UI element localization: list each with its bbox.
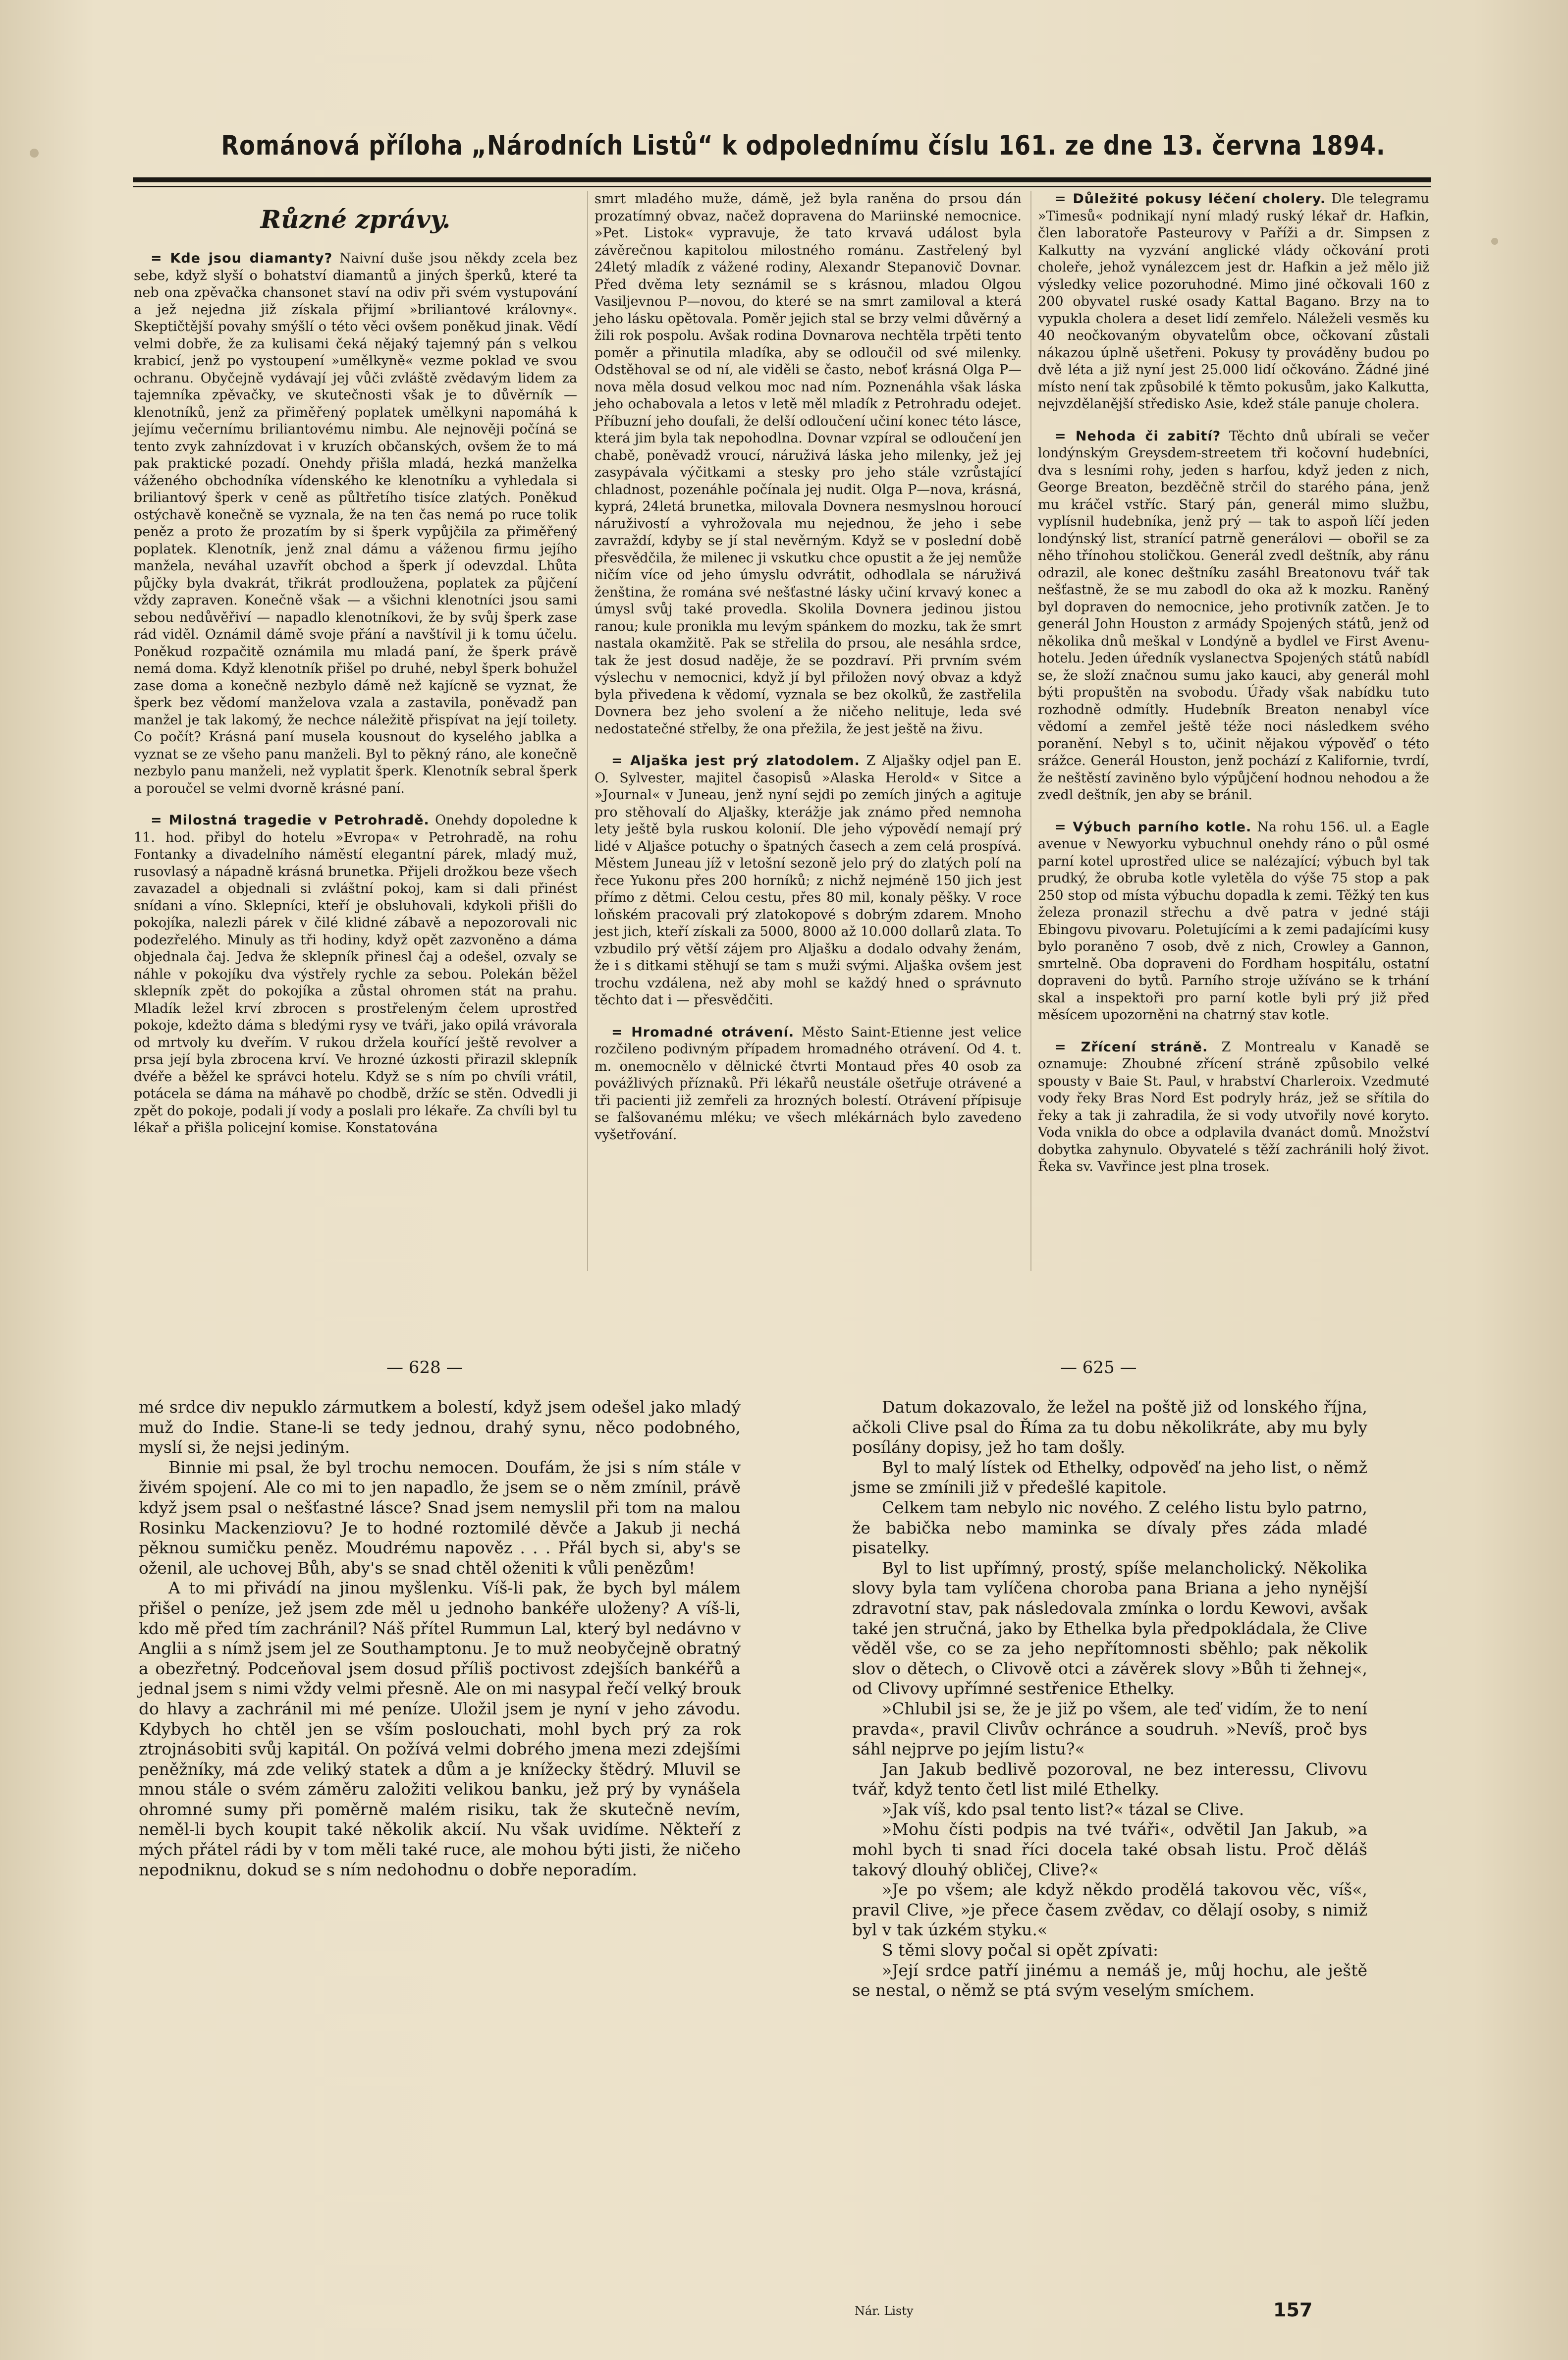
article-heading: = Hromadné otrávení.	[611, 1024, 795, 1040]
article-heading: = Aljaška jest prý zlatodolem.	[611, 753, 860, 768]
column-divider	[1030, 191, 1031, 1271]
story-paragraph: Datum dokazovalo, že ležel na poště již od lonského října, ačkoli Clive psal do Říma za tu dobu několikráte, aby mu byly posílány dopisy, jež ho tam došly.	[852, 1397, 1367, 1457]
paper-hole	[30, 149, 39, 158]
column-3	[1038, 191, 1429, 1176]
story-left-column	[139, 1397, 741, 1880]
article-heading: = Důležité pokusy léčení cholery.	[1055, 191, 1326, 207]
article-heading: = Zřícení stráně.	[1055, 1039, 1208, 1055]
story-paragraph: »Její srdce patří jinému a nemáš je, můj hochu, ale ještě se nestal, o němž se ptá svým veselým smíchem.	[852, 1960, 1367, 2000]
article-text: Město Saint-Etienne jest velice rozčileno podivným případem hromadného otrávení. Od 4. t. m. onemocnělo v dělnické čtvrti Montaud přes 40 osob za povážlivých příznaků. Při lékařů neustále ošetřuje otrávené a tři pacienti již zemřeli za hrozných bolestí. Otrávení přípisuje se falšovanému mléku; ve všech mlékárnách bylo zavedeno vyšetřování.	[595, 1024, 1022, 1143]
masthead-rule-thin	[133, 186, 1431, 187]
article-zriceni-strane	[1038, 1039, 1429, 1176]
article-heading: = Kde jsou diamanty?	[151, 251, 333, 266]
article-text: Z Montrealu v Kanadě se oznamuje: Zhoubné zřícení stráně způsobilo velké spousty v Baie St. Paul, v hrabství Charleroix. Vzedmuté vody řeky Bras Nord Est podryly hráz, jež se sřítila do řeky a tak ji zahradila, že si vody utvořily nové koryto. Voda vnikla do obce a odplavila dvanáct domů. Množství dobytka zahynulo. Obyvatelé s těží zachránili holý život. Řeka sv. Vavřince jest plna trosek.	[1038, 1039, 1430, 1174]
folio-number: 157	[1273, 2299, 1313, 2321]
article-text: Těchto dnů ubírali se večer londýnským Greysdem-streetem tři kočovní hudebníci, dva s lesními rohy, jeden s harfou, když jeden z nich, George Breaton, bezděčně strčil do starého pána, jenž mu kráčel vstříc. Starý pán, generál mimo službu, vyplísnil hudebníka, jenž prý — tak to aspoň líčí jeden londýnský list, stranící patrně generálovi — obořil se za něho třínohou stoličkou. Generál zvedl deštník, aby ránu odrazil, ale konec deštníku zasáhl Breatonovu tvář tak nešťastně, že se mu zabodl do oka až k mozku. Raněný byl dopraven do nemocnice, jeho protivník zatčen. Je to generál John Houston z armády Spojených států, jenž od několika dnů meškal v Londýně a bydlel ve First Avenu-hotelu. Jeden úředník vyslanectva Spojených států nabídl se, že složí značnou sumu jako kauci, aby generál mohl býti propuštěn na svobodu. Úřady však nabídku tuto rozhodně odmítly. Hudebník Breaton nenabyl více vědomí a zemřel ještě téže noci následkem svého poranění. Nebyl s to, učinit nějakou výpověď o této srážce. Generál Houston, jenž pochází z Kalifornie, tvrdí, že neštěstí zaviněno bylo výpůjčení hodnou nehodou a že zvedl deštník, jen aby se bránil.	[1038, 428, 1429, 803]
story-paragraph: »Chlubil jsi se, že je již po všem, ale teď vidím, že to není pravda«, pravil Clivův ochránce a soudruh. »Nevíš, proč bys sáhl nejprve po jejím listu?«	[852, 1699, 1367, 1759]
story-paragraph: Binnie mi psal, že byl trochu nemocen. Doufám, že jsi s ním stále v živém spojení. Ale co mi to jen napadlo, že jsem se o něm zmínil, právě když jsem psal o nešťastné lásce? Snad jsem nemyslil při tom na malou Rosinku Mackenziovu? Je to hodné roztomilé děvče a Jakub ji nechá pěknou sumičku peněz. Moudrému napověz . . . Přál bych si, aby's se oženil, ale uchovej Bůh, aby's se snad chtěl oženiti k vůli penězům!	[139, 1457, 741, 1578]
story-paragraph: Byl to list upřímný, prostý, spíše melancholický. Několika slovy byla tam vylíčena choroba pana Briana a jeho nynější zdravotní stav, pak následovala zmínka o lordu Kewovi, avšak také jen stručná, jako by Ethelka byla předpokládala, že Clive věděl vše, co se za jeho nepřítomnosti sběhlo; pak několik slov o dětech, o Clivově otci a závěrek slovy »Bůh ti žehnej«, od Clivovy upřímné sestřenice Ethelky.	[852, 1558, 1367, 1699]
article-text: smrt mladého muže, dámě, jež byla raněna do prsou dán prozatímný obvaz, načež dopravena do Mariinské nemocnice. »Pet. Listok« vypravuje, že tato krvavá událost byla závěrečnou kapitolou milostného románu. Zastřelený byl 24letý mladík z vážené rodiny, Alexandr Stepanovič Dovnar. Před dvěma lety seznámil se s krásnou, mladou Olgou Vasiljevnou P—novou, do které se na smrt zamiloval a která jeho lásku opětovala. Poměr jejich stal se brzy velmi důvěrný a žili rok pospolu. Avšak rodina Dovnarova nechtěla trpěti tento poměr a přinutila mladíka, aby se odloučil od své milenky. Odstěhoval se od ní, ale viděli se často, neboť krásná Olga P—nova měla dosud velkou moc nad ním. Poznenáhla však láska jeho ochabovala a letos v letě měl mladík z Petrohradu odejet. Příbuzní jeho doufali, že delší odloučení učiní konec této lásce, která jim byla tak nepohodlna. Dovnar vzpíral se odloučení jen chabě, poněvadž vroucí, náruživá láska jeho milenky, jež jej zasypávala výčitkami a stesky pro jeho stále vzrůstající chladnost, pozenáhle počínala jej nudit. Olga P—nova, krásná, kyprá, 24letá brunetka, milovala Dovnera nesmyslnou horoucí náruživostí a vyhrožovala mu nejednou, že jeho i sebe zavraždí, kdyby se jí stal nevěrným. Když se v poslední době přesvědčila, že milenec ji vskutku chce opustit a že jej nemůže ničím více od jeho úmyslu odvrátit, odhodlala se náruživá ženština, že romána své nešťastné lásky učiní krvavý konec a úmysl svůj také provedla. Skolila Dovnera jedinou jistou ranou; kule pronikla mu levým spánkem do mozku, tak že smrt nastala okamžitě. Pak se střelila do prsou, ale nesáhla srdce, tak že jest dosud naděje, že se pozdraví. Při prvním svém výslechu v nemocnici, když jí byl přiložen nový obvaz a když byla přivedena k vědomí, vyznala se bez okolků, že zastřelila Dovnera bez jeho svolení a že ničeho nelituje, leda své nedostatečné střelby, že ona přežila, že jest ještě na živu.	[595, 191, 1022, 737]
story-paragraph: mé srdce div nepuklo zármutkem a bolestí, když jsem odešel jako mladý muž do Indie. Stane-li se tedy jednou, drahý synu, něco podobného, myslí si, že nejsi jediným.	[139, 1397, 741, 1457]
story-paragraph: »Jak víš, kdo psal tento list?« tázal se Clive.	[882, 1799, 1244, 1819]
article-continuation	[595, 191, 1022, 738]
article-vybuch-kotle	[1038, 819, 1429, 1024]
story-right-column	[852, 1397, 1367, 2001]
article-text: Na rohu 156. ul. a Eagle avenue v Newyorku vybuchnul onehdy ráno o půl osmé parní kotel uprostřed ulice se nalézající; výbuch byl tak prudký, že obruba kotle vyletěla do výše 75 stop a pak 250 stop od místa výbuchu dopadla k zemi. Těžký ten kus železa pronazil střechu a dvě patra v jedné stáji Ebingovu pivovaru. Poletujícími a k zemi padajícími kusy bylo poraněno 7 osob, dvě z nich, Crowley a Gannon, smrtelně. Oba dopraveni do Fordham hospitálu, ostatní dopraveni do bytů. Parního stroje užíváno se k trhání skal a inspektoři pro parní kotle byli prý již před měsícem upozorněni na chatrný stav kotle.	[1038, 819, 1429, 1023]
article-text: Z Aljašky odjel pan E. O. Sylvester, majitel časopisů »Alaska Herold« v Sitce a »Journal« v Juneau, jenž nyní sejdi po zemích jiných a agituje pro stěhovalí do Aljašky, kterážje jak známo před nemnoha lety ještě byla ruskou kolonií. Dle jeho výpovědí nemají prý lidé v Aljašce potuchy o špatných časech a zem celá prospívá. Městem Juneau jíž v letošní sezoně jelo prý do zlatých polí na řece Yukonu přes 200 horníků; z nichž nejméně 150 jich jest přímo z dětmi. Celou cestu, přes 80 mil, konaly pěšky. V roce loňském pracovali prý zlatokopové s dobrým zdarem. Mnoho jest jich, kteří získali za 5000, 8000 až 10.000 dollarů zlata. To vzbudilo prý větší zájem pro Aljašku a dodalo odvahy ženám, že i s ditkami stěhují se tam s muži svými. Aljaška ovšem jest trochu vzdálena, než aby mohl se každý hned o správnuto těchto dat i — přesvědčiti.	[595, 753, 1022, 1008]
column-1	[134, 191, 577, 1137]
page-number-right: — 625 —	[1060, 1358, 1137, 1377]
story-paragraph: »Mohu čísti podpis na tvé tváři«, odvětil Jan Jakub, »a mohl bych ti snad říci docela také obsah listu. Proč děláš takový dlouhý obličej, Clive?«	[852, 1819, 1367, 1879]
story-paragraph: Byl to malý lístek od Ethelky, odpověď na jeho list, o němž jsme se zmínili již v předešlé kapitole.	[852, 1457, 1367, 1497]
article-kde-jsou-diamanty	[134, 250, 577, 797]
column-divider	[587, 191, 588, 1271]
printer-signature: Nár. Listy	[855, 2304, 914, 2318]
article-text: Onehdy dopoledne k 11. hod. přibyl do hotelu »Evropa« v Petrohradě, na rohu Fontanky a divadelního náměstí elegantní párek, mladý muž, rusovlasý a nápadně krásná brunetka. Přijeli drožkou beze všech zavazadel a objednali si zvláštní pokoj, kam si dali přinést snídani a víno. Sklepníci, kteří je obsluhovali, kdykoli přišli do pokojíka, nalezli párek v čilé klidné zábavě a nepozorovali nic podezřelého. Minuly as tři hodiny, když opět zazvoněno a dáma objednala čaj. Jedva že sklepník přinesl čaj a odešel, ozvaly se náhle v pokojíku dva výstřely rychle za sebou. Polekán běžel sklepník zpět do pokojíka a zůstal ohromen stát na prahu. Mladík ležel krví zbrocen s prostřeleným čelem uprostřed pokoje, kdežto dáma s bledými rysy ve tváři, jako opilá vrávorala od mrtvoly ku dveřím. V rukou držela kouřící ještě revolver a prsa její byla zbrocena krví. Ve hrozné úzkosti přirazil sklepník dvéře a běžel ke správci hotelu. Když se s ním po chvíli vrátil, potácela se dáma na máhavě po chodbě, držíc se stěn. Odvedli ji zpět do pokoje, podali jí vody a poslali pro lékaře. Za chvíli byl tu lékař a přišla policejní komise. Konstatována	[134, 813, 577, 1136]
article-pokusy-cholery	[1038, 191, 1429, 413]
column-2	[595, 191, 1022, 1144]
story-paragraph: Jan Jakub bedlivě pozoroval, ne bez interessu, Clivovu tvář, když tento četl list milé Ethelky.	[852, 1759, 1367, 1799]
masthead-rule	[133, 177, 1431, 182]
article-milostna-tragedie	[134, 812, 577, 1137]
section-title: Různé zprávy.	[260, 205, 451, 234]
page-number-left: — 628 —	[386, 1358, 463, 1377]
paper-spot	[1491, 238, 1498, 245]
article-nehoda	[1038, 428, 1429, 804]
story-paragraph: S těmi slovy počal si opět zpívati:	[882, 1940, 1159, 1960]
article-hromadne-otraveni	[595, 1024, 1022, 1144]
story-paragraph: »Je po všem; ale když někdo prodělá takovou věc, víš«, pravil Clive, »je přece časem zvědav, co dělají osoby, s nimiž byl v tak úzkém styku.«	[852, 1880, 1367, 1940]
article-text: Dle telegramu »Timesů« podnikají nyní mladý ruský lékař dr. Hafkin, člen laboratoře Pasteurovy v Paříži a dr. Simpsen z Kalkutty na vyzvání anglické vlády očkování proti choleře, jehož vynálezcem jest dr. Hafkin a jež mělo již výsledky velice pozoruhodné. Mimo jiné očkovali 160 z 200 obyvatel ruské osady Kattal Bagano. Brzy na to vypukla cholera a deset lidí zemřelo. Náleželi vesměs ku 40 neočkovaným obyvatelům obce, očkovaní zůstali nákazou úplně ušetřeni. Pokusy ty prováděny budou po dvě léta a již nyní jest 25.000 lidí očkováno. Žádné jiné místo není tak způsobilé k těmto pokusům, jako Kalkutta, nejvzdělanější středisko Asie, kdež stále panuje cholera.	[1038, 191, 1429, 412]
article-heading: = Nehoda či zabití?	[1055, 428, 1221, 444]
story-paragraph: A to mi přivádí na jinou myšlenku. Víš-li pak, že bych byl málem přišel o peníze, jež jsem zde měl u jednoho bankéře uloženy? A víš-li, kdo mě před tím zachránil? Náš přítel Rummun Lal, který byl nedávno v Anglii a s nímž jsem jel ze Southamptonu. Je to muž neobyčejně obratný a obezřetný. Podceňoval jsem dosud příliš poctivost zdejších bankéřů a jednal jsem s nimi vždy velmi přesně. Ale on mi nasypal řečí velký brouk do hlavy a zachránil mi mé peníze. Uložil jsem je nyní v jeho závodu. Kdybych ho chtěl jen se vším poslouchati, mohl bych prý za rok ztrojnásobiti svůj kapitál. On požívá velmi dobrého jmena mezi zdejšími peněžníky, má zde veliký statek a dům a je knížecky štědrý. Mluvil se mnou stále o svém záměru založiti velikou banku, jež prý by vynášela ohromné sumy při poměrně malém risiku, tak že skutečně nevím, neměl-li bych koupit také několik akcií. Nu však uvidíme. Někteří z mých přátel rádi by v tom měli také ruce, ale mohou býti jisti, že ničeho nepodniknu, dokud se s ním nedohodnu o dobře neporadím.	[139, 1578, 741, 1879]
article-heading: = Výbuch parního kotle.	[1055, 819, 1252, 835]
article-heading: = Milostná tragedie v Petrohradě.	[151, 813, 430, 828]
story-paragraph: Celkem tam nebylo nic nového. Z celého listu bylo patrno, že babička nebo maminka se dívaly přes záda mladé pisatelky.	[852, 1497, 1367, 1558]
masthead-title: Románová příloha „Národních Listů“ k odpolednímu číslu 161. ze dne 13. června 1894.	[221, 130, 1386, 161]
article-text: Naivní duše jsou někdy zcela bez sebe, když slyší o bohatství diamantů a jiných šperků, které ta neb ona zpěvačka chansonet staví na odiv při svém vystupování a jež nejedna již získala přijmí »briliantové královny«. Skeptičtější povahy smýšlí o této věci ovšem poněkud jinak. Vědí velmi dobře, že za kulisami čeká nějaký tajemný pán s velkou krabicí, jenž po vystoupení »umělkyně« vezme poklad ve svou ochranu. Obyčejně vydávají jej vůči zvláště zvědavým lidem za tajemníka zpěvačky, ve skutečnosti však je to důvěrník — klenotníků, jenž za přiměřený poplatek umělkyni napomáhá k jejímu večernímu briliantovému nimbu. Ale nejnověji počíná se tento zvyk zahnízdovat i v kruzích občanských, ovšem že to má pak praktické pozadí. Onehdy přišla mladá, hezká manželka váženého obchodníka vídenského ke klenotníku a vyhledala si briliantový šperk v ceně as půltřetího tisíce zlatých. Poněkud ostýchavě konečně se vyznala, že na ten čas nemá po ruce tolik peněz a proto že prozatím by si šperk vypůjčila za přiměřený poplatek. Klenotník, jenž znal dámu a váženou firmu jejího manžela, neváhal uzavřít obchod a šperk jí odevzdal. Lhůta půjčky byla dvakrát, třikrát prodloužena, poplatek za půjčení vždy zapraven. Konečně však — a všichni klenotníci jsou sami sebou nedůvěřiví — napadlo klenotníkovi, že by svůj šperk zase rád viděl. Oznámil dámě svoje přání a navštívil ji k tomu účelu. Poněkud rozpačitě oznámila mu mladá paní, že šperk právě nemá doma. Když klenotník přišel po druhé, nebyl šperk bohužel zase doma a konečně nezbylo dámě než kajícně se vyznat, že šperk bez vědomí manželova vzala a zastavila, poněvadž pan manžel je tak lakomý, že nechce náležitě přispívat na její toilety. Co počít? Krásná paní musela kousnout do kyselého jablka a vyznat se ze všeho panu manželi. Byl to pěkný ráno, ale konečně nezbylo panu manželi, než vyplatit šperk. Klenotník sebral šperk a poroučel se velmi dvorně krásné paní.	[134, 251, 578, 796]
article-aljaska	[595, 753, 1022, 1009]
